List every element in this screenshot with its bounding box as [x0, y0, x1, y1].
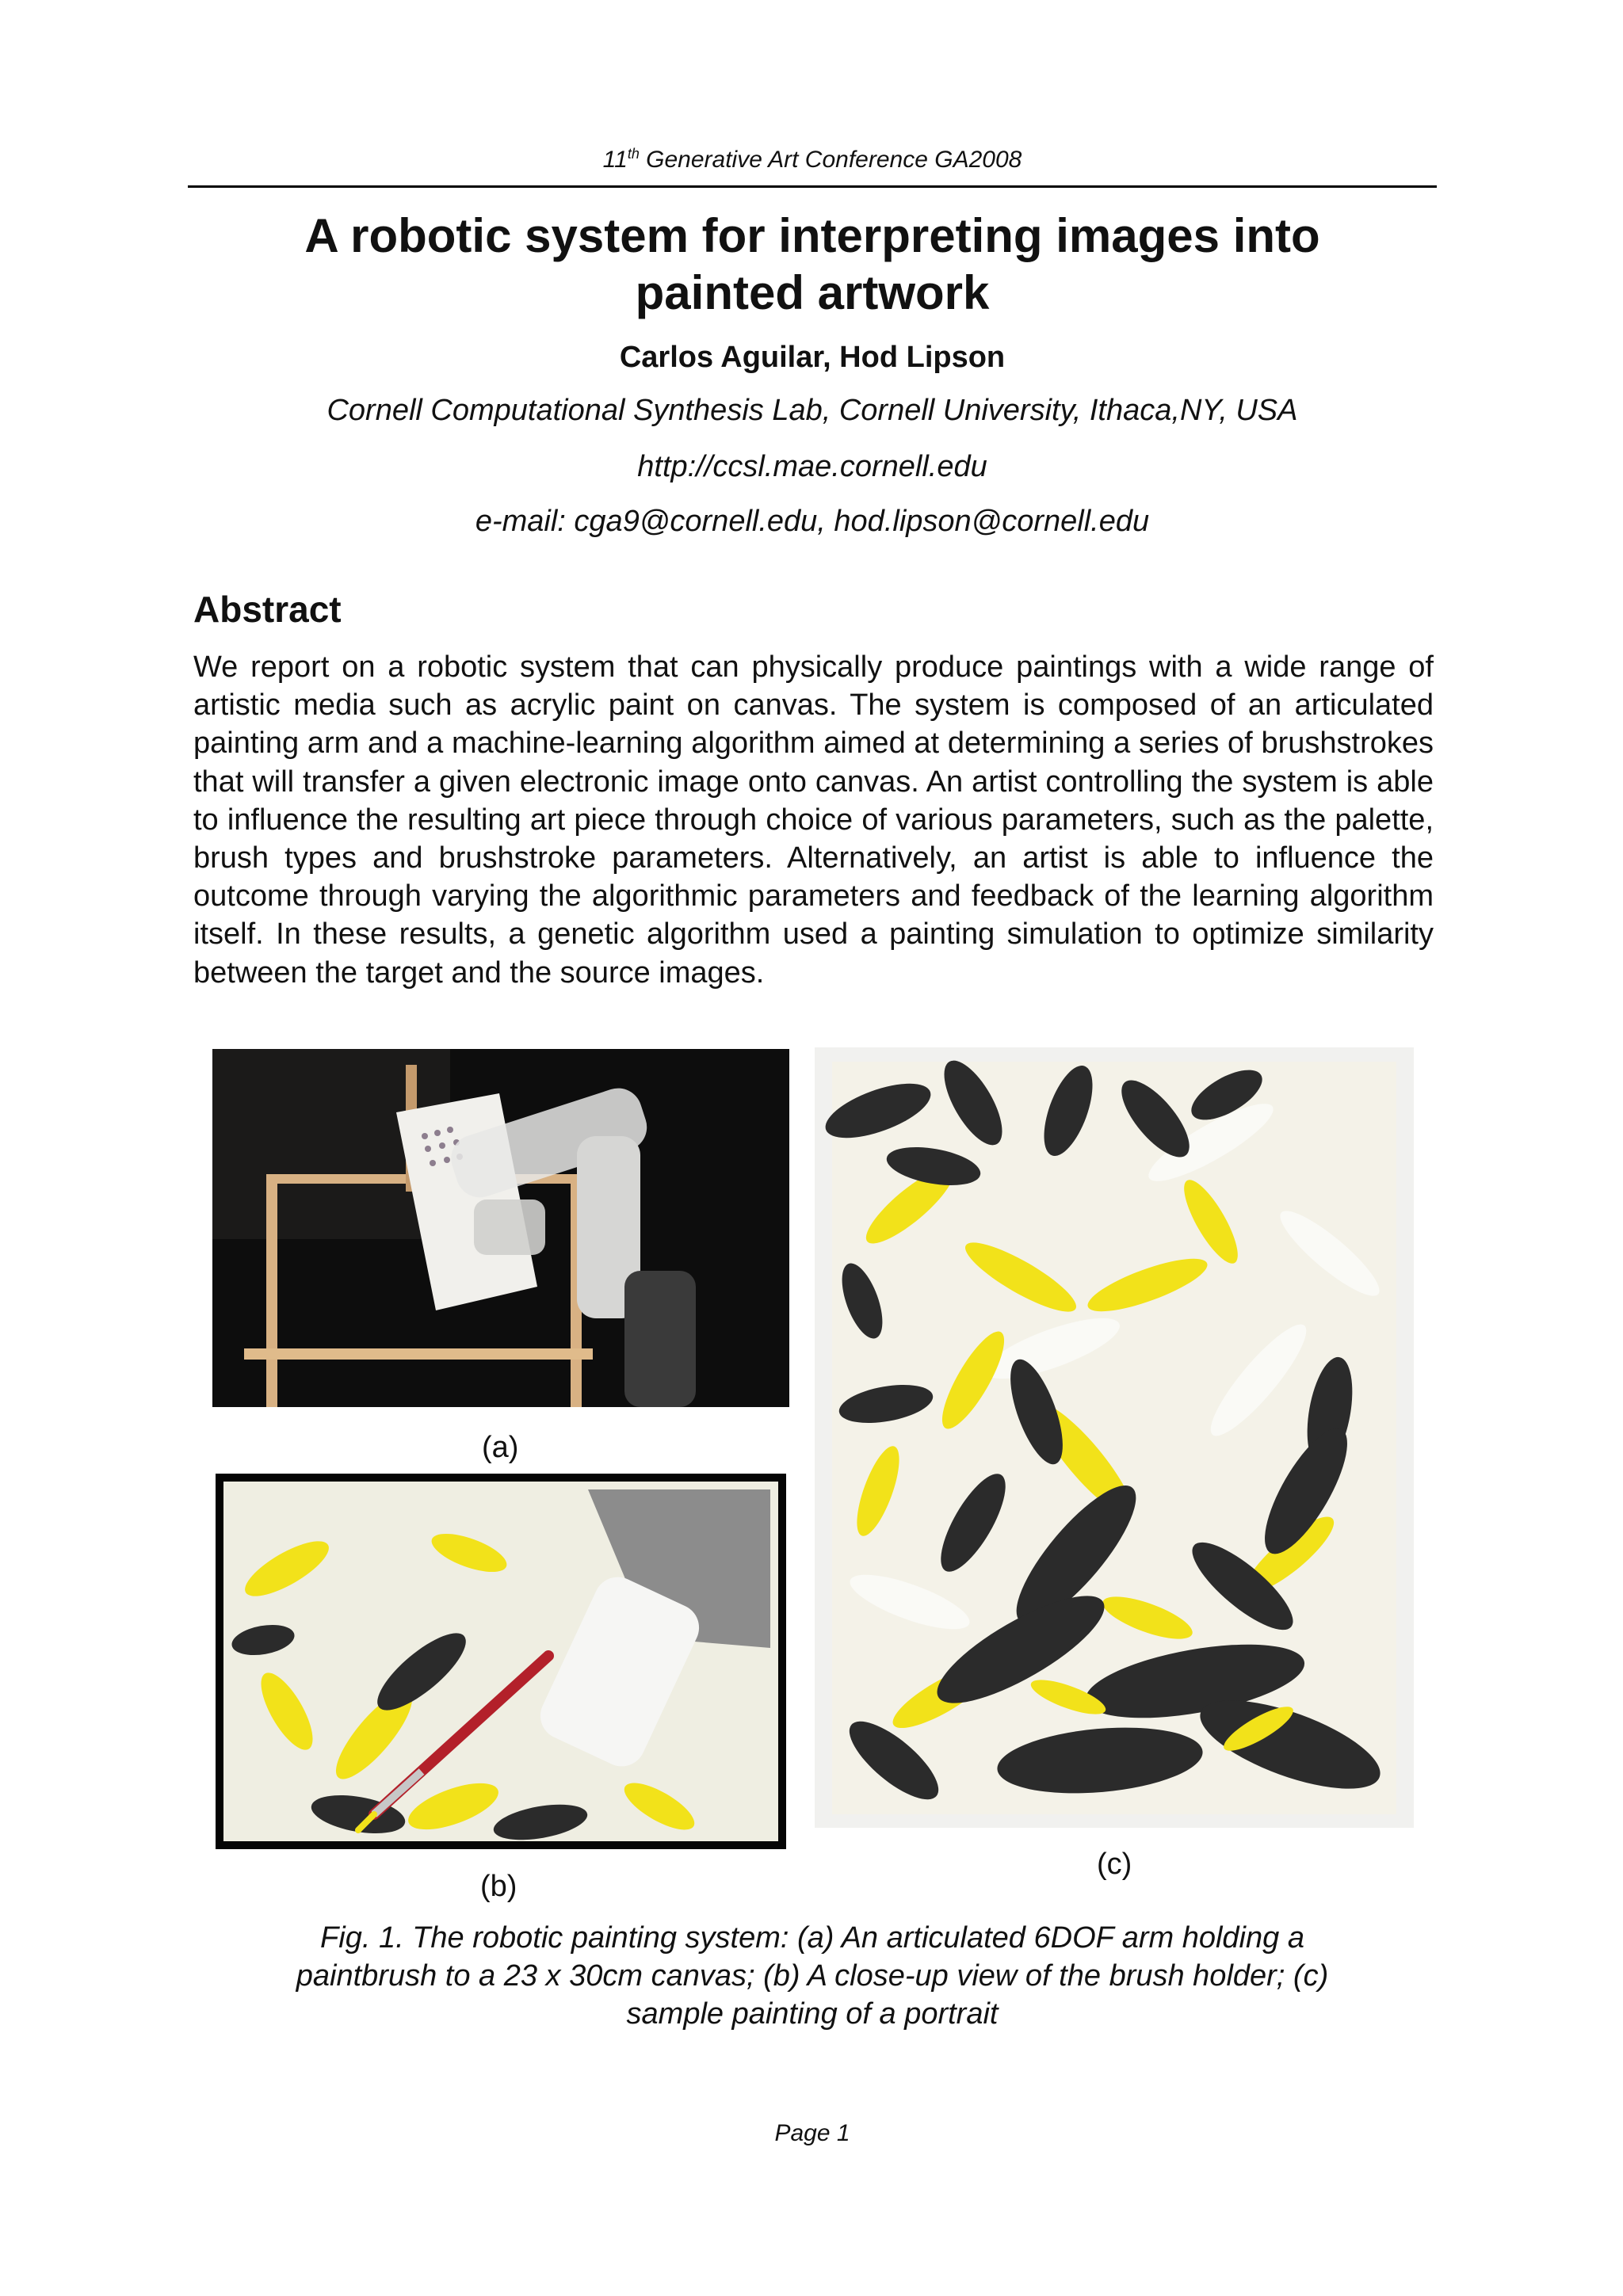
paper-title: [190, 208, 1434, 322]
abstract-heading: Abstract: [193, 589, 342, 630]
figure-b-brush-holder-photo: [216, 1474, 786, 1849]
conference-header: [190, 146, 1434, 174]
abstract-text: We report on a robotic system that can physically produce paintings with a wide range of artistic media such as acrylic paint on canvas. The system is composed of an articulated painting arm and a machine-learning algorithm aimed at determining a series of brushstrokes that will transfer a given electronic image onto canvas. An artist controlling the system is able to influence the resulting art piece through choice of various parameters, such as the palette, brush types and brushstroke parameters. Alternatively, an artist is able to influence the outcome through varying the algorithmic parameters and feedback of the learning algorithm itself. In these results, a genetic algorithm used a painting simulation to optimize similarity between the target and the source images.: [193, 650, 1434, 990]
caption-line-3: sample painting of a portrait: [626, 1997, 999, 2031]
conference-name: Generative Art Conference GA2008: [639, 147, 1022, 173]
figure-c-painted-portrait: [815, 1047, 1414, 1828]
page-number: Page 1: [774, 2120, 850, 2146]
caption-line-2: paintbrush to a 23 x 30cm canvas; (b) A close-up view of the brush holder; (c): [296, 1959, 1329, 1993]
label-a: (a): [482, 1431, 519, 1464]
authors: Carlos Aguilar, Hod Lipson: [619, 341, 1006, 374]
header-rule: [188, 185, 1437, 188]
title-line-1: A robotic system for interpreting images into: [304, 209, 1320, 262]
email-line: e-mail: cga9@cornell.edu, hod.lipson@cornell.edu: [475, 505, 1150, 538]
caption-line-1: Fig. 1. The robotic painting system: (a) An articulated 6DOF arm holding a: [320, 1921, 1304, 1955]
label-b: (b): [480, 1870, 517, 1903]
title-line-2: painted artwork: [635, 266, 990, 319]
conference-number: 11: [602, 147, 628, 173]
figure-a-robot-arm-photo: [212, 1049, 789, 1407]
affiliation: Cornell Computational Synthesis Lab, Cornell University, Ithaca,NY, USA: [327, 394, 1298, 427]
lab-url[interactable]: http://ccsl.mae.cornell.edu: [637, 450, 987, 483]
figure-caption: [190, 1919, 1434, 2033]
label-c: (c): [1097, 1848, 1132, 1881]
conference-suffix: th: [627, 146, 640, 162]
